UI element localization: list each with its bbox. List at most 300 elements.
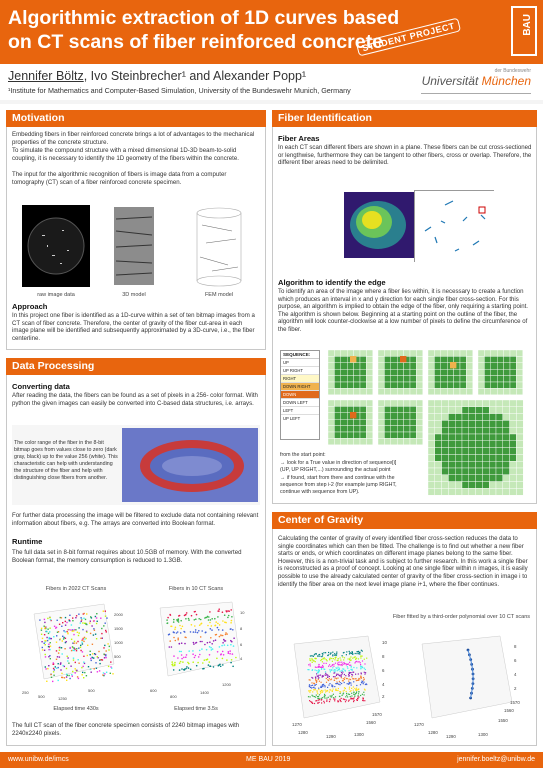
svg-text:1290: 1290: [446, 734, 456, 739]
grid-cell: [434, 363, 440, 369]
fiber-point: [324, 694, 325, 695]
fiber-point: [360, 664, 361, 665]
fiber-point: [310, 660, 311, 661]
grid-cell: [503, 461, 510, 468]
scatter-dot: [207, 658, 209, 660]
grid-cell: [496, 482, 503, 489]
fiber-point: [338, 684, 339, 685]
fiber-point: [334, 680, 335, 681]
scatter-dot: [93, 657, 94, 658]
grid-cell: [447, 369, 453, 375]
grid-cell: [328, 376, 334, 382]
fiber-point: [352, 672, 353, 673]
scatter-dot: [62, 653, 63, 654]
fiber-point: [343, 678, 344, 679]
scatter-dot: [225, 632, 227, 634]
grid-cell: [435, 488, 442, 495]
grid-cell: [404, 413, 410, 419]
scatter-dot: [83, 638, 84, 639]
scatter-dot: [180, 628, 182, 630]
fiber-point: [350, 672, 351, 673]
fiber-point: [320, 667, 321, 668]
fiber-point: [316, 673, 317, 674]
grid-cell: [442, 407, 449, 414]
fiber-point: [325, 674, 326, 675]
grid-cell: [442, 468, 449, 475]
scatter-dot: [96, 623, 97, 624]
fiber-point: [358, 696, 359, 697]
fiber-point: [332, 664, 333, 665]
grid-cell: [482, 482, 489, 489]
grid-cell: [334, 419, 340, 425]
scatter-dot: [228, 610, 230, 612]
seq-down-right: DOWN RIGHT: [281, 383, 319, 391]
grid-cell: [489, 482, 496, 489]
3d-model-picture: [108, 205, 160, 287]
seq-up: UP: [281, 359, 319, 367]
scatter-dot: [78, 614, 79, 615]
grid-cell: [469, 420, 476, 427]
fiber-point: [345, 663, 346, 664]
scatter-dot: [166, 619, 168, 621]
scatter-dot: [104, 645, 105, 646]
svg-text:1550: 1550: [498, 718, 508, 723]
grid-cell: [516, 382, 522, 388]
grid-cell: [347, 369, 353, 375]
grid-cell: [410, 369, 416, 375]
scatter-dot: [175, 640, 177, 642]
grid-cell: [328, 388, 334, 394]
grid-cell: [516, 376, 522, 382]
scatter-dot: [210, 619, 212, 621]
student-project-stamp: STUDENT PROJECT: [356, 18, 461, 57]
scatter-dot: [76, 615, 77, 616]
scatter-dot: [199, 654, 201, 656]
svg-text:2: 2: [514, 686, 517, 691]
fiber-point: [333, 670, 334, 671]
fiber-point: [310, 664, 311, 665]
grid-cell: [435, 407, 442, 414]
grid-cell: [428, 488, 435, 495]
fiber-point: [341, 670, 342, 671]
scatter-dot: [188, 650, 190, 652]
grid-cell: [462, 434, 469, 441]
fiber-point: [343, 652, 344, 653]
fiber-point: [349, 670, 350, 671]
scatter-dot: [83, 641, 84, 642]
scatter-10-svg: [140, 594, 258, 704]
fiber-point: [354, 657, 355, 658]
fiber-point: [330, 658, 331, 659]
fiber-point: [319, 702, 320, 703]
fiber-point: [358, 651, 359, 652]
scatter-dot: [95, 634, 96, 635]
scatter-dot: [192, 650, 194, 652]
grid-cell: [341, 369, 347, 375]
grid-cell: [478, 376, 484, 382]
scatter-dot: [219, 636, 221, 638]
grid-cell: [328, 356, 334, 362]
scatter-dot: [169, 646, 171, 648]
scatter-dot: [50, 642, 51, 643]
scatter-dot: [230, 640, 232, 642]
fiber-point: [347, 664, 348, 665]
grid-cell: [454, 388, 460, 394]
scatter-dot: [94, 620, 95, 621]
fiber-point: [341, 698, 342, 699]
grid-cell: [391, 369, 397, 375]
grid-cell: [516, 475, 523, 482]
grid-cell: [366, 376, 372, 382]
scatter-dot: [184, 631, 186, 633]
grid-cell: [469, 461, 476, 468]
scatter-dot: [181, 668, 183, 670]
fiber-point: [351, 660, 352, 661]
fiber-point: [343, 690, 344, 691]
fiber-point: [352, 678, 353, 679]
scatter-dot: [85, 619, 86, 620]
scatter-dot: [82, 629, 83, 630]
fiber-point: [349, 687, 350, 688]
grid-cell: [341, 426, 347, 432]
scatter-dot: [46, 681, 47, 682]
grid-cell: [448, 468, 455, 475]
grid-cell: [435, 434, 442, 441]
scatter-dot: [190, 669, 192, 671]
scatter-dot: [180, 632, 182, 634]
scatter-dot: [94, 668, 95, 669]
scatter-dot: [231, 616, 233, 618]
fiber-point: [358, 673, 359, 674]
grid-cell: [482, 434, 489, 441]
grid-cell: [360, 369, 366, 375]
rule-bullet-1: → look for a True value in direction of sequence[i] (UP, UP RIGHT,...) surrounding the actual point: [280, 460, 397, 473]
grid-cell: [484, 369, 490, 375]
grid-cell: [384, 413, 390, 419]
edge-grid-6: [378, 400, 423, 445]
grid-cell: [354, 400, 360, 406]
scatter-dot: [97, 621, 98, 622]
fiber-point: [317, 693, 318, 694]
grid-cell: [504, 388, 510, 394]
scatter-dot: [81, 667, 82, 668]
scatter-dot: [211, 618, 213, 620]
scatter-dot: [167, 617, 169, 619]
svg-text:4: 4: [240, 656, 243, 661]
fiber-point: [347, 678, 348, 679]
fiber-point: [320, 691, 321, 692]
scatter-dot: [90, 654, 91, 655]
motivation-p3: The input for the algorithmic recognition of fibers is image data from a computer tomography (CT) scan of a fiber reinforced concrete specimen.: [12, 171, 227, 186]
fiber-point: [349, 662, 350, 663]
grid-cell: [462, 400, 469, 407]
fiber-point: [333, 676, 334, 677]
grid-cell: [366, 350, 372, 356]
scatter-dot: [50, 658, 51, 659]
fiber-point: [364, 668, 365, 669]
fiber-point: [316, 682, 317, 683]
scatter-dot: [91, 672, 92, 673]
grid-cell: [334, 406, 340, 412]
fiber-point: [366, 684, 367, 685]
scatter-dot: [185, 618, 187, 620]
fiber-point: [319, 698, 320, 699]
grid-cell: [416, 388, 422, 394]
scatter-dot: [179, 662, 181, 664]
grid-cell: [455, 427, 462, 434]
grid-cell: [360, 413, 366, 419]
fiber-point: [318, 664, 319, 665]
fiber-point: [363, 677, 364, 678]
fiber-point: [312, 691, 313, 692]
footer-website[interactable]: www.unibw.de/imcs: [8, 756, 69, 763]
scatter-dot: [54, 626, 55, 627]
fiber-point: [365, 669, 366, 670]
grid-cell: [328, 438, 334, 444]
scatter-dot: [60, 662, 61, 663]
fiber-point: [352, 669, 353, 670]
grid-cell: [384, 426, 390, 432]
scatter-dot: [91, 617, 92, 618]
scatter-dot: [66, 641, 67, 642]
grid-cell: [496, 488, 503, 495]
grid-cell: [347, 363, 353, 369]
footer-email[interactable]: jennifer.boeltz@unibw.de: [457, 756, 535, 763]
grid-cell: [466, 388, 472, 394]
scatter-dot: [235, 657, 237, 659]
grid-cell: [397, 438, 403, 444]
grid-cell: [341, 432, 347, 438]
scatter-dot: [44, 640, 45, 641]
grid-cell: [428, 414, 435, 421]
scatter-dot: [60, 669, 61, 670]
closeup-svg: [344, 192, 414, 258]
grid-cell: [347, 438, 353, 444]
grid-cell: [416, 426, 422, 432]
fiber-point: [342, 673, 343, 674]
fiber-point: [362, 694, 363, 695]
scatter-dot: [173, 637, 175, 639]
grid-cell: [360, 438, 366, 444]
grid-cell: [516, 369, 522, 375]
grid-cell: [397, 419, 403, 425]
grid-cell: [448, 482, 455, 489]
grid-cell: [448, 441, 455, 448]
fiber-point: [340, 691, 341, 692]
fiber-point: [331, 670, 332, 671]
fiber-point: [321, 702, 322, 703]
scatter-dot: [218, 608, 220, 610]
svg-text:6: 6: [382, 668, 385, 673]
grid-cell: [478, 388, 484, 394]
scatter-dot: [209, 641, 211, 643]
fiber-point: [364, 694, 365, 695]
scatter-dot: [84, 663, 85, 664]
fiber-point: [308, 696, 309, 697]
grid-cell: [496, 441, 503, 448]
svg-text:500: 500: [88, 688, 95, 693]
scatter-dot: [53, 668, 54, 669]
grid-cell: [455, 482, 462, 489]
fiber-point: [309, 700, 310, 701]
fiber-scan-svg: [415, 191, 495, 263]
scatter-dot: [96, 617, 97, 618]
grid-cell: [497, 356, 503, 362]
fiber-point: [325, 671, 326, 672]
fiber-point: [323, 666, 324, 667]
highlight-cell: [450, 362, 456, 368]
fiber-point: [358, 658, 359, 659]
fiber-point: [336, 655, 337, 656]
scatter-dot: [100, 618, 101, 619]
fiber-point: [361, 678, 362, 679]
fiber-point: [356, 685, 357, 686]
grid-cell: [510, 475, 517, 482]
fiber-point: [348, 681, 349, 682]
grid-cell: [503, 488, 510, 495]
fiber-point: [360, 666, 361, 667]
scatter-dot: [86, 632, 87, 633]
scatter-dot: [63, 637, 64, 638]
fiber-point: [308, 664, 309, 665]
converting-heading: Converting data: [12, 382, 70, 391]
scatter-dot: [44, 626, 45, 627]
scatter-dot: [199, 650, 201, 652]
fiber-areas-heading: Fiber Areas: [278, 134, 320, 143]
grid-cell: [410, 419, 416, 425]
scatter-dot: [75, 617, 76, 618]
scatter-dot: [86, 638, 87, 639]
scatter-dot: [90, 658, 91, 659]
grid-cell: [360, 376, 366, 382]
fiber-point: [352, 651, 353, 652]
scatter-dot: [67, 657, 68, 658]
grid-cell: [455, 468, 462, 475]
grid-cell: [510, 400, 517, 407]
scatter-dot: [170, 626, 172, 628]
fiber-point: [331, 695, 332, 696]
scatter-dot: [224, 614, 226, 616]
scatter-dot: [72, 671, 73, 672]
grid-cell: [354, 369, 360, 375]
scatter-dot: [90, 651, 91, 652]
fiber-point: [349, 659, 350, 660]
rule-bullet-2: → if found, start from there and continue with the sequence from step i-2 (for example jump RIGHT, continue with sequence from UP).: [280, 475, 397, 495]
grid-cell: [435, 414, 442, 421]
fiber-point: [358, 693, 359, 694]
fiber-point: [334, 653, 335, 654]
fiber-point: [342, 655, 343, 656]
grid-cell: [496, 448, 503, 455]
grid-cell: [489, 441, 496, 448]
grid-cell: [466, 382, 472, 388]
scatter-dot: [73, 650, 74, 651]
grid-cell: [360, 426, 366, 432]
fiber-point: [350, 679, 351, 680]
grid-cell: [434, 382, 440, 388]
fiber-point: [332, 661, 333, 662]
svg-text:1270: 1270: [414, 722, 424, 727]
svg-text:6: 6: [514, 658, 517, 663]
scatter-dot: [45, 627, 46, 628]
scatter-dot: [188, 663, 190, 665]
scatter-dot: [71, 639, 72, 640]
fiber-point: [344, 687, 345, 688]
scatter-dot: [196, 665, 198, 667]
fiber-point: [322, 692, 323, 693]
scatter-dot: [92, 653, 93, 654]
grid-cell: [378, 350, 384, 356]
fiber-point: [322, 690, 323, 691]
grid-cell: [378, 369, 384, 375]
scatter-dot: [65, 631, 66, 632]
scatter-dot: [194, 619, 196, 621]
grid-cell: [341, 400, 347, 406]
fiber-point: [328, 697, 329, 698]
grid-cell: [448, 407, 455, 414]
footer-event: ME BAU 2019: [246, 756, 291, 763]
scatter-dot: [184, 643, 186, 645]
svg-text:10: 10: [240, 610, 245, 615]
scatter-dot: [73, 643, 74, 644]
grid-cell: [354, 388, 360, 394]
seq-right: RIGHT: [281, 375, 319, 383]
fiber-point: [328, 652, 329, 653]
fiber-point: [316, 653, 317, 654]
scatter-dot: [82, 674, 83, 675]
fiber-point: [364, 689, 365, 690]
seq-left: LEFT: [281, 407, 319, 415]
scatter-dot: [195, 631, 197, 633]
grid-cell: [334, 400, 340, 406]
scatter-dot: [64, 677, 65, 678]
scatter-dot: [47, 668, 48, 669]
grid-cell: [434, 388, 440, 394]
scatter-dot: [230, 644, 232, 646]
fiber-point: [333, 664, 334, 665]
scatter-dot: [84, 613, 85, 614]
scatter-dot: [188, 618, 190, 620]
scatter-dot: [44, 628, 45, 629]
fiber-point: [357, 680, 358, 681]
fiber-point: [327, 676, 328, 677]
grid-cell: [366, 432, 372, 438]
fiber-point: [353, 686, 354, 687]
grid-cell: [334, 426, 340, 432]
highlight-cell: [350, 356, 356, 362]
scatter-dot: [211, 625, 213, 627]
grid-cell: [410, 438, 416, 444]
scatter-dot: [87, 645, 88, 646]
fiber-point: [345, 701, 346, 702]
scatter-dot: [56, 635, 57, 636]
scatter-dot: [200, 636, 202, 638]
scatter-dot: [75, 662, 76, 663]
grid-cell: [404, 438, 410, 444]
grid-cell: [503, 441, 510, 448]
fiber-point: [322, 697, 323, 698]
scatter-dot: [39, 619, 40, 620]
grid-cell: [378, 363, 384, 369]
fiber-point: [324, 702, 325, 703]
scatter-dot: [230, 662, 232, 664]
scatter-dot: [61, 617, 62, 618]
grid-cell: [489, 427, 496, 434]
grid-cell: [410, 363, 416, 369]
fiber-point: [349, 679, 350, 680]
scatter-dot: [203, 668, 205, 670]
grid-cell: [334, 356, 340, 362]
